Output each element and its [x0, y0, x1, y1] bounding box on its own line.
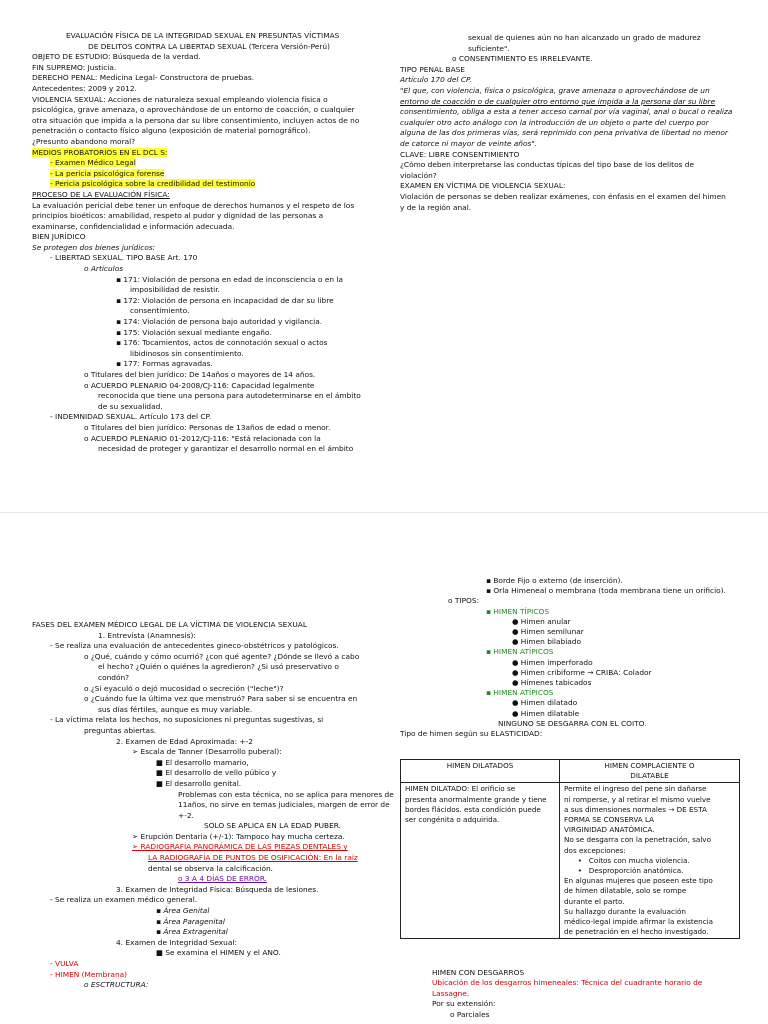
- text-line: ● Himen imperforado: [512, 657, 593, 667]
- text-line: alguna de las dos primeras vías, será reprimido con pena privativa de libertad no menor: [400, 128, 728, 138]
- text-line: principios bioéticos: amabilidad, respeto al pudor y dignidad de las personas a: [32, 211, 324, 221]
- text-line: ▪ 172: Violación de persona en incapacidad de dar su libre: [116, 295, 334, 305]
- page2-right-column: [400, 576, 726, 739]
- text-line: ¿Cómo deben interpretarse las conductas típicas del tipo base de los delitos de: [400, 160, 695, 170]
- text-line: consentimiento, obliga a esta a tener acceso carnal por vía vaginal, anal o bucal o realiza: [400, 107, 733, 117]
- text-line: ▪ Área Extragenital: [156, 927, 228, 937]
- text-line: condón?: [98, 672, 130, 682]
- text-line: SOLO SE APLICA EN LA EDAD PUBER.: [204, 821, 342, 831]
- text-line: ● Himen semilunar: [512, 627, 584, 637]
- text-line: cualquier otro acto análogo con la introducción de un objeto o parte del cuerpo por: [400, 117, 709, 127]
- text-line: examinarse, confidencialidad e información adecuada.: [32, 221, 235, 231]
- text-line: - INDEMNIDAD SEXUAL. Artículo 173 del CP.: [50, 412, 212, 422]
- text-line: ▪ 177: Formas agravadas.: [116, 359, 213, 369]
- text-line: ▪ Área Genital: [156, 906, 210, 916]
- table-line: ser congénita o adquirida.: [405, 815, 500, 825]
- text-line: 1. Entrevista (Anamnesis):: [98, 630, 196, 640]
- table-line: • Desproporción anatómica.: [564, 866, 684, 876]
- text-line: La evaluación pericial debe tener un enfoque de derechos humanos y el respeto de los: [32, 200, 355, 210]
- table-line: durante el parto.: [564, 896, 625, 906]
- text-line: DERECHO PENAL: Medicina Legal- Constructora de pruebas.: [32, 73, 255, 83]
- text-line: 3. Examen de Integridad Física: Búsqueda de lesiones.: [116, 884, 319, 894]
- text-line: - LIBERTAD SEXUAL. TIPO BASE Art. 170: [50, 253, 198, 263]
- text-line: dental se observa la calcificación.: [148, 863, 274, 873]
- text-line: ● Hímenes tabicados: [512, 678, 592, 688]
- text-line: HIMEN CON DESGARROS: [432, 968, 525, 977]
- text-line: psicológica, grave amenaza, o aprovechándose de un entorno de coacción, o cualquier: [32, 105, 355, 115]
- text-line: ● Himen dilatable: [512, 708, 580, 718]
- table-line: ni romperse, y al retirar el mismo vuelve: [564, 794, 711, 804]
- text-line: - VULVA: [50, 959, 79, 968]
- text-line: ▪ Área Paragenital: [156, 916, 225, 926]
- table-cell-dilated: [401, 783, 560, 939]
- page1-right-column: [400, 33, 732, 213]
- table-line: En algunas mujeres que poseen este tipo: [564, 876, 713, 886]
- text-line: - Examen Médico Legal: [50, 158, 136, 168]
- text-line: ▪ HIMEN ATÍPICOS: [486, 647, 554, 657]
- text-line: ➢ RADIOGRAFÍA PANORÁMICA DE LAS PIEZAS DENTALES y: [132, 842, 348, 852]
- table-header-dilated: HIMEN DILATADOS: [401, 760, 560, 783]
- text-line: - Se realiza un examen médico general.: [50, 895, 198, 905]
- table-cell-dilatable: [560, 783, 740, 939]
- text-line: o ¿Qué, cuándo y cómo ocurrió? ¿con qué agente? ¿Dónde se llevó a cabo: [84, 651, 360, 661]
- text-line: BIEN JURÍDICO: [32, 232, 86, 242]
- text-line: necesidad de proteger y garantizar el desarrollo normal en el ámbito: [98, 444, 354, 454]
- text-line: ■ Se examina el HIMEN y el ANO.: [156, 948, 281, 958]
- text-line: TIPO PENAL BASE: [400, 64, 465, 74]
- text-line: sexual de quienes aún no han alcanzado un grado de madurez: [468, 33, 701, 42]
- hymen-elasticity-table: [400, 759, 740, 939]
- text-line: MEDIOS PROBATORIOS EN EL DCL S:: [32, 147, 168, 157]
- page2-left-column: [32, 620, 394, 991]
- table-line: de penetración en el hecho investigado.: [564, 927, 709, 937]
- text-line: ● Himen bilabiado: [512, 637, 582, 647]
- text-line: - Se realiza una evaluación de antecedentes gineco-obstétricos y patológicos.: [50, 641, 339, 651]
- text-line: FASES DEL EXAMEN MÉDICO LEGAL DE LA VÍCTIMA DE VIOLENCIA SEXUAL: [32, 620, 307, 629]
- text-line: o ESCTRUCTURA:: [84, 980, 149, 990]
- text-line: ▪ Orla Himeneal o membrana (toda membrana tiene un orificio).: [486, 586, 726, 596]
- text-line: DE DELITOS CONTRA LA LIBERTAD SEXUAL (Tercera Versión-Perú): [88, 41, 330, 51]
- text-line: preguntas abiertas.: [84, 725, 157, 735]
- table-line: VIRGINIDAD ANATÓMICA.: [564, 825, 655, 835]
- text-line: ● Himen anular: [512, 616, 571, 626]
- text-line: "El que, con violencia, física o psicológica, grave amenaza o aprovechándose de un: [400, 85, 710, 95]
- text-line: EXAMEN EN VÍCTIMA DE VIOLENCIA SEXUAL:: [400, 181, 566, 191]
- text-line: ▪ 174: Violación de persona bajo autoridad y vigilancia.: [116, 317, 323, 327]
- page1-left-column: [32, 31, 361, 455]
- table-line: Su hallazgo durante la evaluación: [564, 906, 686, 916]
- text-line: Antecedentes: 2009 y 2012.: [32, 83, 137, 93]
- text-line: ■ El desarrollo de vello púbico y: [156, 768, 277, 778]
- text-line: LA RADIOGRAFÍA DE PUNTOS DE OSIFICACIÓN: En la raíz: [148, 853, 358, 863]
- text-line: ● Himen cribiforme → CRIBA: Colador: [512, 667, 652, 677]
- text-line: Tipo de himen según su ELASTICIDAD:: [400, 729, 543, 739]
- text-line: EVALUACIÓN FÍSICA DE LA INTEGRIDAD SEXUAL EN PRESUNTAS VÍCTIMAS: [66, 31, 340, 40]
- table-line: dos excepciones:: [564, 845, 626, 855]
- text-line: violación?: [400, 170, 437, 180]
- text-line: penetración o contacto físico alguno (exposición de material pornográfico).: [32, 126, 311, 136]
- text-line: 4. Examen de Integridad Sexual:: [116, 937, 237, 947]
- text-line: Problemas con esta técnica, no se aplica para menores de: [178, 789, 394, 799]
- text-line: ➢ Erupción Dentaria (+/-1): Tampoco hay mucha certeza.: [132, 831, 345, 841]
- table-line: presenta anormalmente grande y tiene: [405, 794, 547, 804]
- text-line: ● Himen dilatado: [512, 698, 578, 708]
- text-line: de catorce ni mayor de veinte años".: [400, 138, 538, 148]
- table-line: HIMEN DILATADO: El orificio se: [405, 784, 516, 794]
- text-line: 11años, no sirve en temas judiciales, margen de error de: [178, 800, 390, 810]
- text-line: o ACUERDO PLENARIO 04-2008/CJ-116: Capacidad legalmente: [84, 380, 315, 390]
- text-line: o ACUERDO PLENARIO 01-2012/CJ-116: "Está relacionada con la: [84, 433, 321, 443]
- text-line: ▪ Borde Fijo o externo (de inserción).: [486, 576, 623, 585]
- text-line: reconocida que tiene una persona para autodeterminarse en el ámbito: [98, 391, 361, 401]
- table-line: No se desgarra con la penetración, salvo: [564, 835, 711, 845]
- text-line: o CONSENTIMIENTO ES IRRELEVANTE.: [452, 54, 593, 64]
- table-line: Permite el ingreso del pene sin dañarse: [564, 784, 707, 794]
- text-line: otra situación que impida a la persona dar su libre consentimiento, incluyen actos de no: [32, 115, 360, 125]
- text-line: o Titulares del bien jurídico: Personas de 13años de edad o menor.: [84, 422, 331, 432]
- table-header-dilatable: HIMEN COMPLACIENTE O DILATABLE: [560, 760, 740, 783]
- text-line: Ubicación de los desgarros himeneales: Técnica del cuadrante horario de: [432, 978, 703, 988]
- table-line: de himen dilatable, solo se rompe: [564, 886, 687, 896]
- text-line: imposibilidad de resistir.: [130, 285, 220, 295]
- text-line: Violación de personas se deben realizar exámenes, con énfasis en el examen del himen: [400, 191, 726, 201]
- text-line: consentimiento.: [130, 306, 190, 316]
- text-line: +-2.: [178, 810, 194, 820]
- page2-right-end: [400, 968, 702, 1020]
- text-line: CLAVE: LIBRE CONSENTIMIENTO: [400, 149, 520, 159]
- text-line: - HIMEN (Membrana): [50, 969, 128, 979]
- text-line: ■ El desarrollo mamario,: [156, 757, 249, 767]
- text-line: Por su extensión:: [432, 999, 496, 1009]
- text-line: ➢ Escala de Tanner (Desarrollo puberal):: [132, 747, 282, 757]
- text-line: - La víctima relata los hechos, no suposiciones ni preguntas sugestivas, si: [50, 715, 324, 725]
- text-line: ▪ 176: Tocamientos, actos de connotación sexual o actos: [116, 338, 328, 348]
- text-line: entorno de coacción o de cualquier otro entorno que impida a la persona dar su libre: [400, 96, 716, 106]
- text-line: y de la región anal.: [400, 202, 472, 212]
- text-line: Se protegen dos bienes jurídicos:: [32, 242, 156, 252]
- text-line: o ¿Cuándo fue la última vez que menstruó? Para saber si se encuentra en: [84, 694, 358, 704]
- text-line: 2. Examen de Edad Aproximada: +-2: [116, 736, 253, 746]
- text-line: o Parciales: [450, 1009, 490, 1019]
- text-line: ▪ HIMEN TÍPICOS: [486, 606, 550, 616]
- table-line: a sus dimensiones normales → DE ESTA: [564, 804, 707, 814]
- text-line: ▪ 175: Violación sexual mediante engaño.: [116, 327, 272, 337]
- text-line: NINGUNO SE DESGARRA CON EL COITO.: [498, 718, 647, 728]
- text-line: OBJETO DE ESTUDIO: Búsqueda de la verdad.: [32, 52, 201, 62]
- text-line: o Artículos: [84, 264, 124, 274]
- text-line: de su sexualidad.: [98, 401, 163, 411]
- table-line: médico-legal impide afirmar la existencia: [564, 917, 714, 927]
- text-line: ■ El desarrollo genital.: [156, 778, 242, 788]
- text-line: o 3 A 4 DÍAS DE ERROR.: [178, 874, 268, 884]
- text-line: suficiente".: [468, 43, 510, 53]
- text-line: FIN SUPREMO: Justicia.: [32, 62, 117, 72]
- text-line: Artículo 170 del CP.: [400, 75, 472, 85]
- text-line: ▪ HIMEN ATÍPICOS: [486, 688, 554, 698]
- table-line: bordes flácidos. esta condición puede: [405, 804, 541, 814]
- text-line: el hecho? ¿Quién o quiénes la agredieron? ¿Si usó preservativo o: [98, 662, 339, 672]
- text-line: sus días fértiles, aunque es muy variable.: [98, 704, 253, 714]
- text-line: - Pericia psicológica sobre la credibilidad del testimonio: [50, 179, 256, 189]
- text-line: - La pericia psicológica forense: [50, 168, 165, 178]
- text-line: o Titulares del bien jurídico: De 14años o mayores de 14 años.: [84, 370, 316, 379]
- table-line: • Coitos con mucha violencia.: [564, 855, 690, 865]
- text-line: o TIPOS:: [448, 596, 480, 606]
- text-line: Lassagne.: [432, 988, 470, 998]
- text-line: ▪ 171: Violación de persona en edad de inconsciencia o en la: [116, 274, 344, 284]
- text-line: ¿Presunto abandono moral?: [32, 136, 136, 146]
- text-line: o ¿Si eyaculó o dejó mucosidad o secreción ("leche")?: [84, 683, 284, 693]
- text-line: PROCESO DE LA EVALUACIÓN FÍSICA:: [32, 189, 170, 199]
- text-line: VIOLENCIA SEXUAL: Acciones de naturaleza sexual empleando violencia física o: [32, 94, 328, 104]
- text-line: libidinosos sin consentimiento.: [130, 348, 244, 358]
- table-line: FORMA SE CONSERVA LA: [564, 815, 655, 825]
- page-divider: [0, 512, 768, 513]
